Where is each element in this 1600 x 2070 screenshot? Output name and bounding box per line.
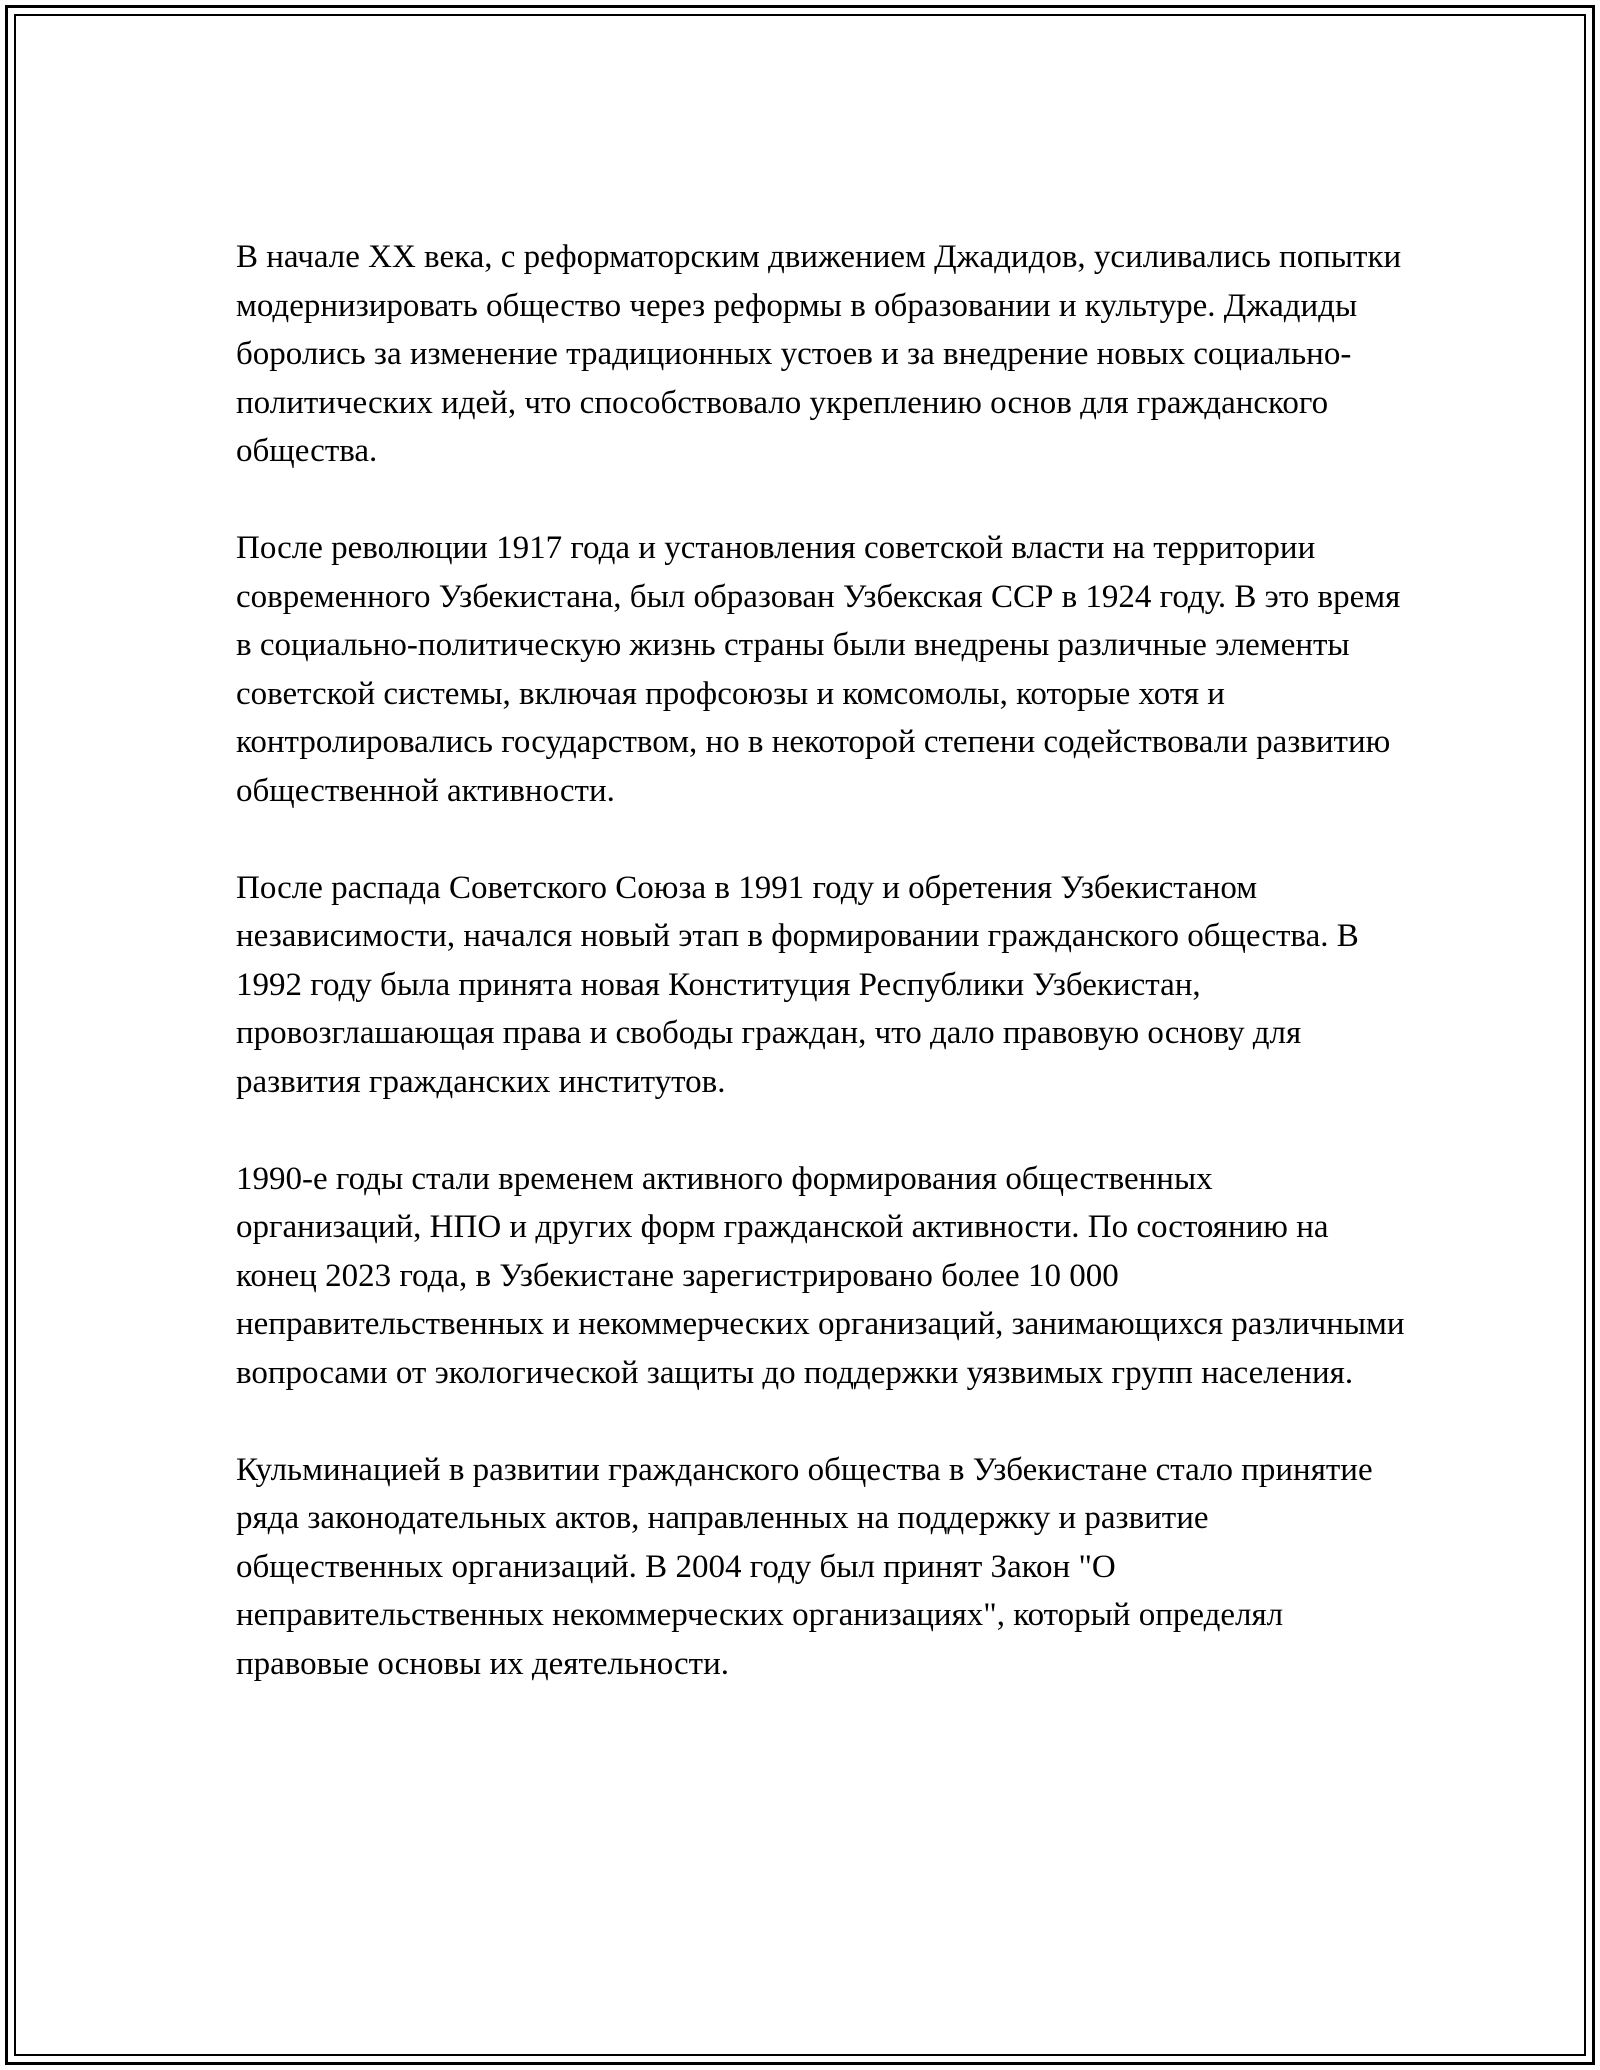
paragraph-jadids: В начале XX века, с реформаторским движением Джадидов, усиливались попытки модернизировать общество через реформы в образовании и культуре. Джадиды боролись за изменение традиционных устоев и за внедрение новых социально-политических идей, что способствовало укреплению основ для гражданского общества.	[236, 239, 1402, 469]
paragraph-independence: После распада Советского Союза в 1991 году и обретения Узбекистаном независимости, начался новый этап в формировании гражданского общества. В 1992 году была принята новая Конституция Республики Узбекистан, провозглашающая права и свободы граждан, что дало правовую основу для развития гражданских институтов.	[236, 869, 1359, 1100]
paragraph-soviet-era: После революции 1917 года и установления советской власти на территории современного Узбекистана, был образован Узбекская ССР в 1924 году. В это время в социально-политическую жизнь страны были внедрены различные элементы советской системы, включая профсоюзы и комсомолы, которые хотя и контролировались государством, но в некоторой степени содействовали развитию общественной активности.	[236, 530, 1401, 809]
document-body	[236, 233, 1406, 1737]
paragraph-1990s-ngos: 1990-е годы стали временем активного формирования общественных организаций, НПО и других форм гражданской активности. По состоянию на конец 2023 года, в Узбекистане зарегистрировано более 10 000 неправительственных и некоммерческих организаций, занимающихся различными вопросами от экологической защиты до поддержки уязвимых групп населения.	[236, 1160, 1405, 1391]
paragraph-legislation: Кульминацией в развитии гражданского общества в Узбекистане стало принятие ряда законодательных актов, направленных на поддержку и развитие общественных организаций. В 2004 году был принят Закон "О неправительственных некоммерческих организациях", который определял правовые основы их деятельности.	[236, 1451, 1373, 1682]
